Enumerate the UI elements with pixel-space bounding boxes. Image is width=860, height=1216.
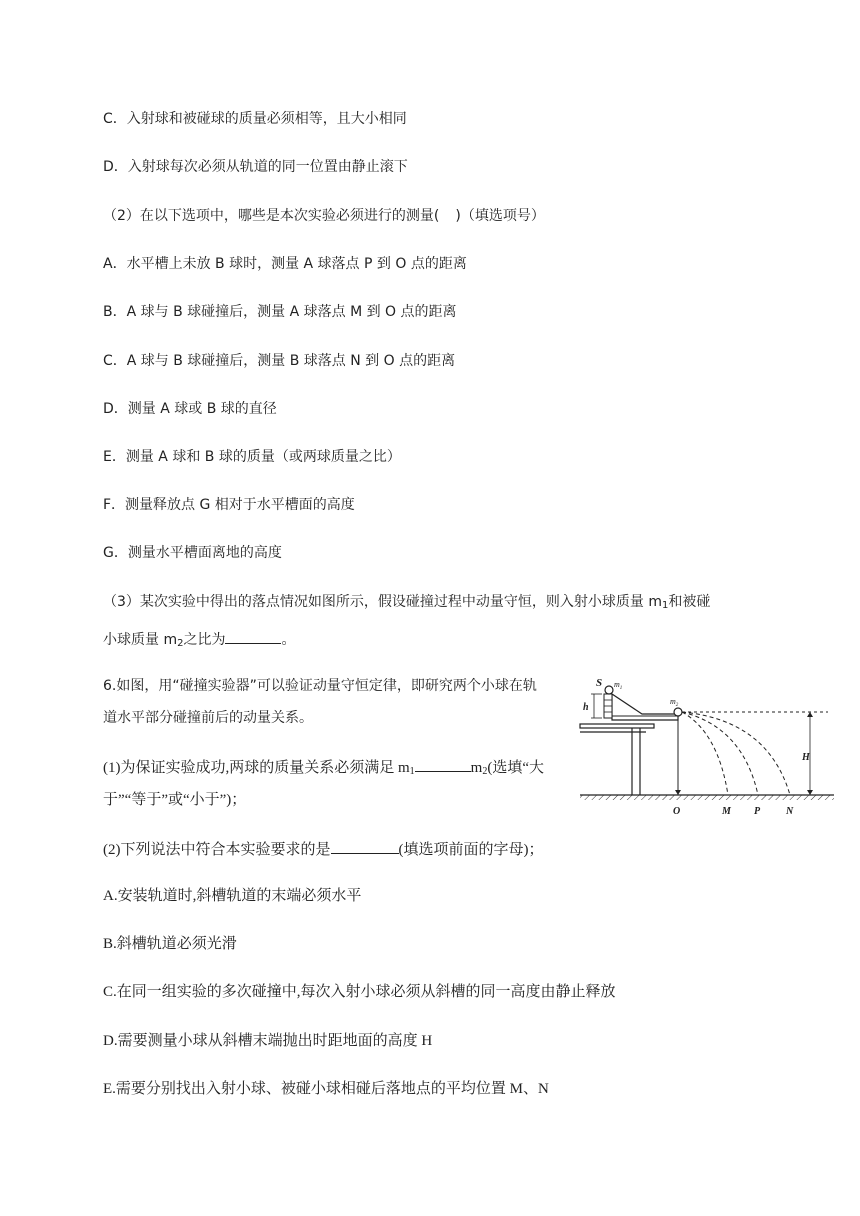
trajectory-p: [682, 712, 758, 795]
q5-measure-g: G．测量水平槽面离地的高度: [103, 545, 282, 561]
q5-option-d: D．入射球每次必须从轨道的同一位置由静止滚下: [103, 159, 408, 175]
q6-option-e: E.需要分别找出入射小球、被碰小球相碰后落地点的平均位置 M、N: [103, 1081, 549, 1097]
q6-option-b: B.斜槽轨道必须光滑: [103, 936, 237, 952]
q5-part2-question: [103, 206, 545, 226]
q6-part1-sub1: 1: [409, 766, 415, 777]
q5-part2-text-a: （2）在以下选项中，哪些是本次实验必须进行的测量(: [103, 208, 440, 224]
q6-part1-line1: [103, 757, 544, 778]
q5-part3-sub1: 1: [662, 600, 669, 611]
ball-m1: [605, 686, 613, 694]
q5-part2-text-b: )（填选项号）: [455, 208, 545, 224]
q6-part1-answer-blank[interactable]: [415, 757, 471, 772]
table-top: [580, 724, 654, 728]
trajectory-n: [682, 712, 790, 795]
label-O: O: [673, 806, 681, 817]
q5-measure-e: E．测量 A 球和 B 球的质量（或两球质量之比）: [103, 449, 401, 465]
q5-part3-sub2: 2: [177, 638, 184, 649]
q5-part3-line2: [103, 629, 295, 650]
q6-part2-answer-blank[interactable]: [331, 839, 399, 854]
q6-option-d: D.需要测量小球从斜槽末端抛出时距地面的高度 H: [103, 1033, 433, 1049]
label-H: H: [802, 752, 810, 763]
q5-part3-text-b: 和被碰: [668, 594, 711, 610]
q6-option-a: A.安装轨道时,斜槽轨道的末端必须水平: [103, 888, 362, 904]
q6-intro-line2: 道水平部分碰撞前后的动量关系。: [103, 710, 313, 726]
q6-part1-text-a: (1)为保证实验成功,两球的质量关系必须满足 m: [103, 760, 410, 776]
q5-measure-b: B．A 球与 B 球碰撞后，测量 A 球落点 M 到 O 点的距离: [103, 304, 457, 320]
trajectory-m: [682, 712, 728, 795]
label-s: S: [596, 677, 603, 689]
q6-part1-text-c: (选填“大: [487, 760, 544, 776]
q6-part1-text-b: m: [470, 760, 483, 776]
q5-part3-line1: [103, 592, 710, 612]
ground-hatching: [580, 795, 834, 800]
q6-intro-line1: 6.如图，用“碰撞实验器”可以验证动量守恒定律，即研究两个小球在轨: [103, 678, 537, 694]
q5-part3-text-e: 。: [281, 632, 296, 648]
ball-m2: [674, 708, 682, 716]
label-M: M: [722, 806, 731, 817]
q6-part2-text-a: (2)下列说法中符合本实验要求的是: [103, 842, 331, 858]
q6-part2-line: [103, 839, 544, 860]
label-m1: $m_1$: [614, 680, 623, 691]
q6-part1-line2: 于”“等于”或“小于”)；: [103, 792, 247, 808]
q5-measure-c: C．A 球与 B 球碰撞后，测量 B 球落点 N 到 O 点的距离: [103, 353, 456, 369]
q5-part3-answer-blank[interactable]: [225, 629, 281, 644]
q5-measure-a: A．水平槽上未放 B 球时，测量 A 球落点 P 到 O 点的距离: [103, 256, 467, 272]
q5-option-c: C．入射球和被碰球的质量必须相等，且大小相同: [103, 111, 407, 127]
q6-part2-text-b: (填选项前面的字母)；: [398, 842, 544, 858]
q5-measure-f: F．测量释放点 G 相对于水平槽面的高度: [103, 497, 355, 513]
q6-option-c: C.在同一组实验的多次碰撞中,每次入射小球必须从斜槽的同一高度由静止释放: [103, 984, 616, 1000]
q5-part3-text-c: 小球质量 m: [103, 632, 178, 648]
q5-measure-d: D．测量 A 球或 B 球的直径: [103, 401, 277, 417]
q6-part1-sub2: 2: [482, 766, 488, 777]
label-h: h: [583, 702, 589, 713]
label-N: N: [786, 806, 794, 817]
label-P: P: [754, 806, 761, 817]
collision-apparatus-figure: [578, 672, 836, 822]
label-m2: $m_2$: [670, 697, 679, 708]
q5-part3-text-a: （3）某次实验中得出的落点情况如图所示，假设碰撞过程中动量守恒，则入射小球质量 m: [103, 594, 662, 610]
q5-part3-text-d: 之比为: [183, 632, 226, 648]
